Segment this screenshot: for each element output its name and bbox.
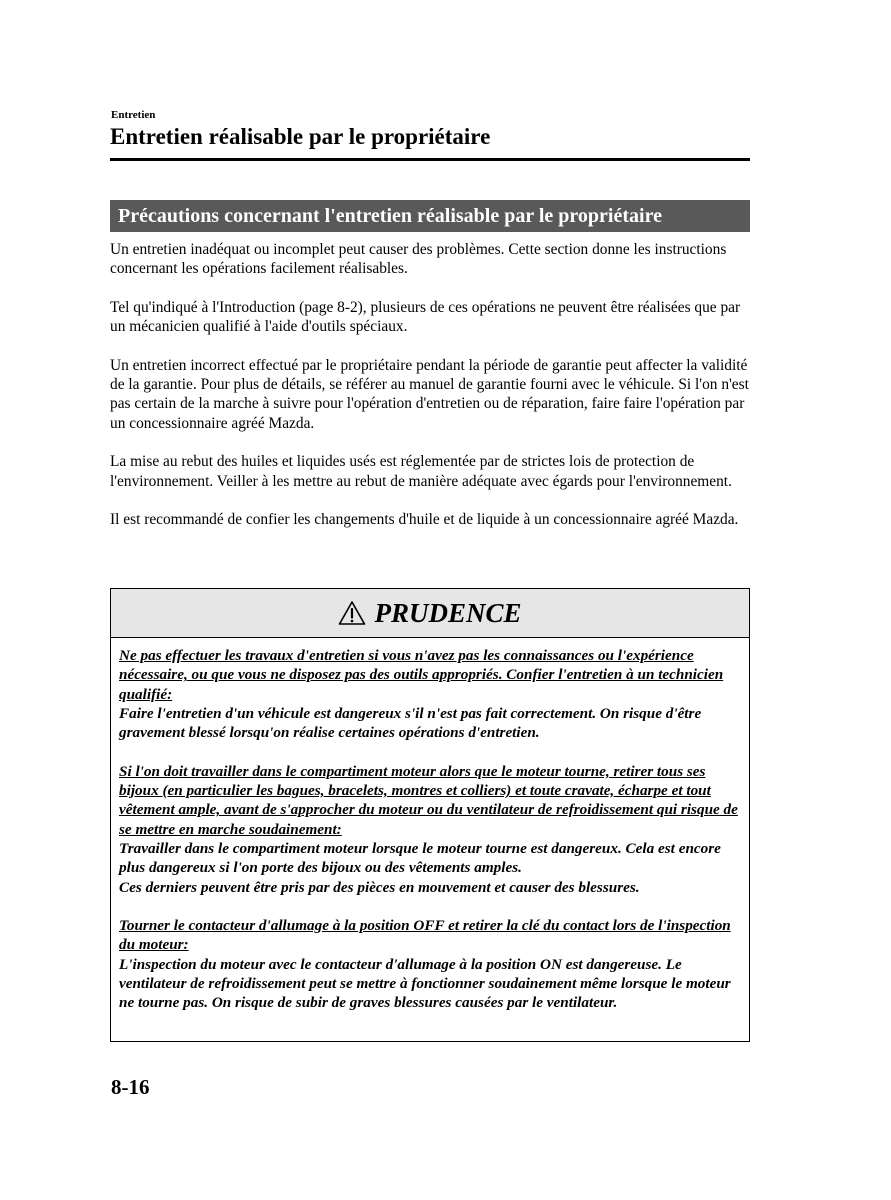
prudence-title: PRUDENCE bbox=[374, 597, 522, 628]
paragraph: Tel qu'indiqué à l'Introduction (page 8-2), plusieurs de ces opérations ne peuvent être réalisées que par un mécanicien qualifié à l'aide d'outils spéciaux. bbox=[110, 298, 741, 336]
paragraph: La mise au rebut des huiles et liquides usés est réglementée par de strictes lois de protection de l'environnement. Veiller à les mettre au rebut de manière adéquate avec égards pour l'environnement. bbox=[110, 453, 732, 490]
page-title: Entretien réalisable par le propriétaire bbox=[110, 124, 491, 149]
prudence-box bbox=[110, 588, 750, 1042]
warning-text: Travailler dans le compartiment moteur lorsque le moteur tourne est dangereux. Cela est encore plus dangereux si l'on porte des bijoux ou des vêtements amples. bbox=[119, 839, 721, 877]
warning-text: Faire l'entretien d'un véhicule est dangereux s'il n'est pas fait correctement. On risque d'être gravement blessé lorsqu'on réalise certaines opérations d'entretien. bbox=[119, 704, 702, 742]
warning-lead: Ne pas effectuer les travaux d'entretien si vous n'avez pas les connaissances ou l'expérience nécessaire, ou que vous ne disposez pas des outils appropriés. Confier l'entretien à un technicien qualifié: bbox=[119, 647, 724, 703]
paragraph: Un entretien incorrect effectué par le propriétaire pendant la période de garantie peut affecter la validité de la garantie. Pour plus de détails, se référer au manuel de garantie fourni avec le véhicule. Si l'on n'est pas certain de la marche à suivre pour l'opération d'entretien ou de réparation, faire faire l'opération par un concessionnaire agréé Mazda. bbox=[110, 356, 749, 432]
prudence-content bbox=[111, 638, 749, 1013]
warning-block bbox=[119, 646, 741, 742]
warning-lead: Si l'on doit travailler dans le compartiment moteur alors que le moteur tourne, retirer tous ses bijoux (en particulier les bagues, bracelets, montres et colliers) et toute cravate, écharpe et tout vêtement ample, avant de s'approcher du moteur ou du ventilateur de refroidissement qui risque de se mettre en marche soudainement: bbox=[119, 762, 738, 838]
prudence-header bbox=[111, 589, 749, 638]
paragraph: Un entretien inadéquat ou incomplet peut causer des problèmes. Cette section donne les instructions concernant les opérations facilement réalisables. bbox=[110, 241, 727, 278]
paragraph: Il est recommandé de confier les changements d'huile et de liquide à un concessionnaire agréé Mazda. bbox=[110, 511, 739, 529]
warning-block bbox=[119, 916, 741, 1012]
section-label: Entretien bbox=[111, 109, 156, 121]
sub-heading: Précautions concernant l'entretien réalisable par le propriétaire bbox=[110, 200, 750, 232]
warning-text: Ces derniers peuvent être pris par des pièces en mouvement et causer des blessures. bbox=[119, 878, 640, 896]
body-text bbox=[110, 240, 750, 549]
warning-text: L'inspection du moteur avec le contacteur d'allumage à la position ON est dangereuse. Le ventilateur de refroidissement peut se mettre à fonctionner soudainement même lorsque le moteur ne tourne pas. On risque de subir de graves blessures causées par le ventilateur. bbox=[119, 955, 731, 1012]
title-rule bbox=[110, 158, 750, 161]
page-number: 8-16 bbox=[111, 1075, 150, 1099]
warning-lead: Tourner le contacteur d'allumage à la position OFF et retirer la clé du contact lors de l'inspection du moteur: bbox=[119, 917, 731, 954]
warning-block bbox=[119, 762, 741, 897]
warning-triangle-icon bbox=[338, 600, 366, 626]
